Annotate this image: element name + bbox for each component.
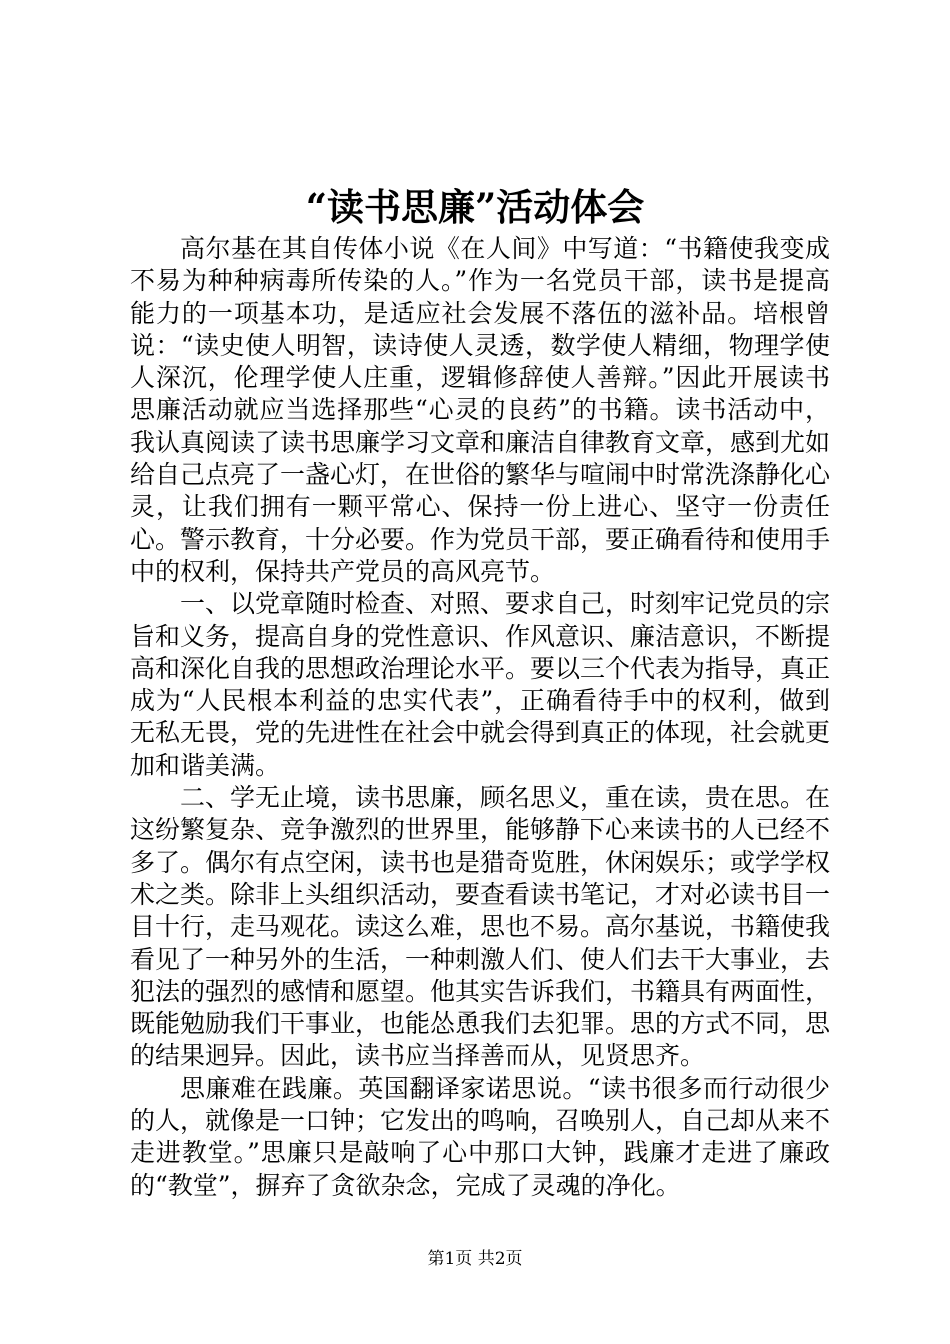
document-body [130, 233, 830, 1202]
paragraph-1: 高尔基在其自传体小说《在人间》中写道：“书籍使我变成不易为种种病毒所传染的人。”作为一名党员干部，读书是提高能力的一项基本功，是适应社会发展不落伍的滋补品。培根曾说：“读史使人明智，读诗使人灵透，数学使人精细，物理学使人深沉，伦理学使人庄重，逻辑修辞使人善辩。”因此开展读书思廉活动就应当选择那些“心灵的良药”的书籍。读书活动中，我认真阅读了读书思廉学习文章和廉洁自律教育文章，感到尤如给自己点亮了一盏心灯，在世俗的繁华与喧闹中时常洗涤静化心灵，让我们拥有一颗平常心、保持一份上进心、坚守一份责任心。警示教育，十分必要。作为党员干部，要正确看待和使用手中的权利，保持共产党员的高风亮节。 [130, 234, 831, 586]
paragraph-2: 一、以党章随时检查、对照、要求自己，时刻牢记党员的宗旨和义务，提高自身的党性意识、作风意识、廉洁意识，不断提高和深化自我的思想政治理论水平。要以三个代表为指导，真正成为“人民根本利益的忠实代表”，正确看待手中的权利，做到无私无畏，党的先进性在社会中就会得到真正的体现，社会就更加和谐美满。 [130, 589, 831, 780]
document-title: “读书思廉”活动体会 [305, 185, 645, 229]
paragraph-4: 思廉难在践廉。英国翻译家诺思说。“读书很多而行动很少的人，就像是一口钟；它发出的鸣响，召唤别人，自己却从来不走进教堂。”思廉只是敲响了心中那口大钟，践廉才走进了廉政的“教堂”，摒弃了贪欲杂念，完成了灵魂的净化。 [130, 1073, 831, 1200]
page-number-footer: 第1页 共2页 [427, 1249, 523, 1269]
paragraph-3: 二、学无止境，读书思廉，顾名思义，重在读，贵在思。在这纷繁复杂、竞争激烈的世界里，能够静下心来读书的人已经不多了。偶尔有点空闲，读书也是猎奇览胜，休闲娱乐；或学学权术之类。除非上头组织活动，要查看读书笔记，才对必读书目一目十行，走马观花。读这么难，思也不易。高尔基说，书籍使我看见了一种另外的生活，一种刺激人们、使人们去干大事业，去犯法的强烈的感情和愿望。他其实告诉我们，书籍具有两面性，既能勉励我们干事业，也能怂恿我们去犯罪。思的方式不同，思的结果迥异。因此，读书应当择善而从，见贤思齐。 [130, 783, 831, 1071]
